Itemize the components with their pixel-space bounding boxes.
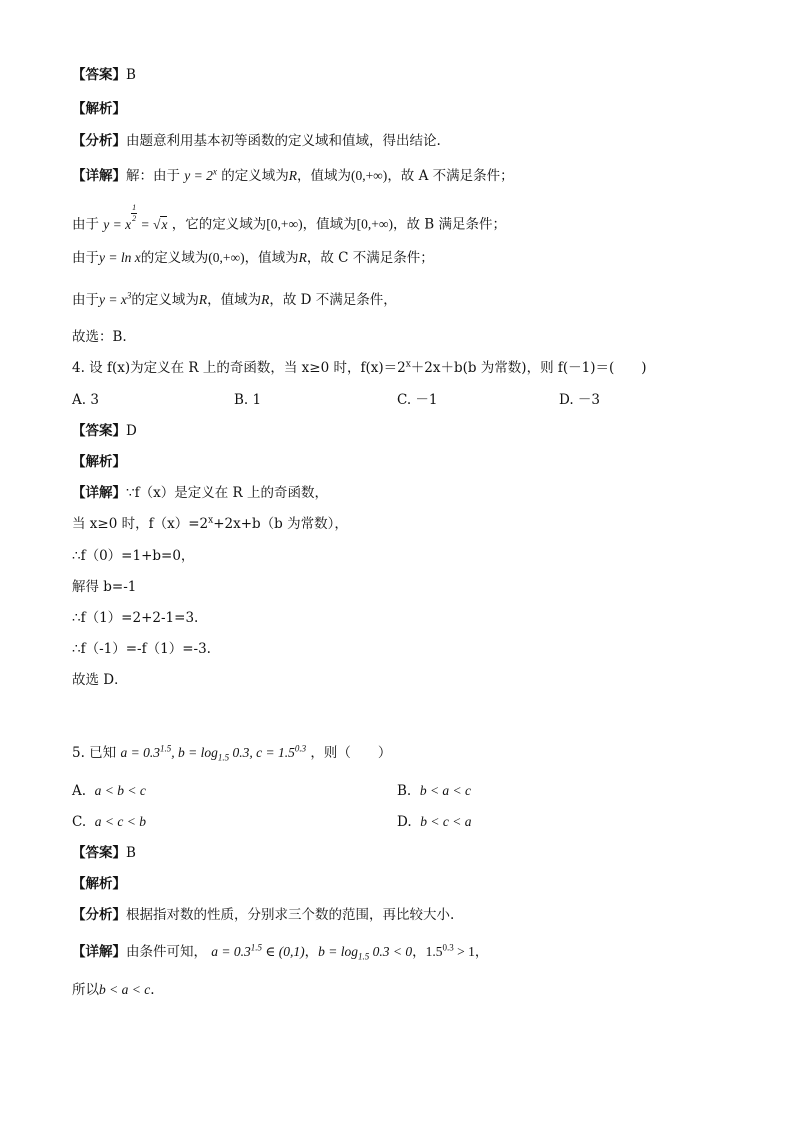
- q4-analysis-tag: 【解析】: [72, 454, 126, 470]
- math-expr: a < c < b: [94, 814, 146, 829]
- text: 的定义域为: [221, 168, 289, 184]
- option-label: C.: [72, 814, 87, 830]
- detail-tag: 【详解】: [72, 168, 126, 184]
- text: 由于: [72, 250, 99, 266]
- text: 的定义域为: [131, 292, 199, 308]
- math-expr: b < c < a: [420, 814, 472, 829]
- q5-fenxi-line: [72, 905, 454, 925]
- q4-option-c: C. －1: [397, 392, 438, 408]
- math-expr: (0,+∞): [208, 250, 245, 265]
- text: ，故 B 满足条件；: [392, 216, 506, 233]
- text: 由于: [72, 216, 99, 233]
- answer-value: D: [126, 423, 137, 439]
- math-expr: $b = \log_{1.5} 0.3 < 0$: [318, 944, 413, 962]
- math-expr: $a = 0.3^{1.5}$, $b = \log_{1.5} 0.3$, $c = 1.5^{0.3}$: [120, 743, 307, 763]
- q3-detail-line-4: [72, 290, 397, 310]
- math-expr: $a = 0.3^{1.5}$ ∈ (0,1): [211, 942, 305, 959]
- math-expr: b < a < c: [99, 982, 151, 997]
- exponent: x: [405, 359, 411, 370]
- math-expr: [0,+∞): [266, 216, 303, 232]
- q3-choose: 故选：B.: [72, 329, 127, 345]
- text: ，故 C 不满足条件；: [306, 250, 434, 266]
- fenxi-text: 由题意利用基本初等函数的定义域和值域，得出结论.: [126, 133, 441, 149]
- q4-detail-6: ∴f（-1）=-f（1）=-3.: [72, 641, 211, 657]
- text: ，值域为: [302, 216, 357, 233]
- q4-detail-4: 解得 b=-1: [72, 579, 137, 595]
- math-expr: $y = 2^x$: [184, 166, 217, 183]
- detail-tag: 【详解】: [72, 485, 126, 501]
- text: ，则（ ）: [310, 745, 392, 761]
- text: ，: [412, 944, 426, 960]
- q3-detail-line-3: [72, 248, 434, 268]
- q5-option-b: [397, 781, 471, 801]
- exponent: x: [208, 515, 214, 526]
- q4-option-d: D. －3: [559, 392, 601, 408]
- q4-detail-1: [72, 483, 328, 503]
- text: 解：由于: [126, 168, 180, 184]
- q5-option-d: [397, 812, 471, 832]
- math-expr: a < b < c: [94, 783, 146, 798]
- math-expr: $1.5^{0.3} > 1$: [425, 942, 475, 959]
- text: ，故 A 不满足条件；: [387, 168, 514, 184]
- q5-detail-line: [72, 942, 488, 962]
- q3-detail-line-2: [72, 203, 506, 235]
- answer-value: B: [126, 845, 136, 861]
- option-label: A.: [72, 783, 87, 799]
- fenxi-tag: 【分析】: [72, 133, 126, 149]
- math-expr: b < a < c: [419, 783, 472, 798]
- q4-detail-3: ∴f（0）=1+b=0，: [72, 548, 195, 564]
- math-expr: R: [198, 292, 208, 307]
- math-expr: y = x $\frac{1}{2}$ = √x: [103, 203, 168, 232]
- math-expr: R: [298, 250, 307, 265]
- answer-tag: 【答案】: [72, 423, 126, 439]
- q4-detail-5: ∴f（1）=2+2-1=3.: [72, 610, 199, 626]
- math-expr: R: [261, 292, 270, 307]
- text: ，值域为: [296, 168, 351, 184]
- q4-answer-line: [72, 421, 137, 441]
- q3-detail-line-1: [72, 166, 514, 186]
- q4-option-a: A. 3: [72, 392, 99, 408]
- q4-stem: [72, 358, 647, 378]
- q3-analysis-tag: 【解析】: [72, 101, 126, 117]
- q5-option-a: [72, 781, 146, 801]
- text: ，: [304, 944, 319, 960]
- text: +2x+b（b 为常数），: [213, 516, 348, 532]
- q3-answer-line: [72, 65, 136, 85]
- text: ，故 D 不满足条件，: [269, 292, 397, 308]
- q5-option-c: [72, 812, 146, 832]
- math-expr: [0,+∞): [356, 216, 393, 232]
- text: ，它的定义域为: [171, 216, 267, 233]
- answer-value: B: [126, 67, 136, 83]
- q5-answer-line: [72, 843, 136, 863]
- text: 5. 已知: [72, 745, 117, 761]
- text: 所以: [72, 982, 99, 998]
- text: ∵f（x）是定义在 R 上的奇函数，: [126, 485, 328, 501]
- text: ，值域为: [207, 292, 262, 308]
- q4-choose: 故选 D．: [72, 672, 128, 688]
- text: 由条件可知，: [126, 944, 207, 960]
- math-expr: (0,+∞): [350, 168, 388, 183]
- text: .: [150, 982, 155, 998]
- text: 4. 设 f(x)为定义在 R 上的奇函数，当 x≥0 时，f(x)＝2: [72, 360, 406, 376]
- math-expr: $y = x^3$: [99, 290, 132, 307]
- text: 由于: [72, 292, 99, 308]
- q4-detail-2: [72, 514, 348, 534]
- text: 当 x≥0 时，f（x）=2: [72, 516, 209, 532]
- text: 的定义域为: [140, 250, 209, 266]
- option-label: D.: [397, 814, 412, 830]
- q5-stem: [72, 743, 391, 763]
- q4-option-b: B. 1: [234, 392, 262, 408]
- option-label: B.: [397, 783, 412, 799]
- q5-conclusion: [72, 980, 155, 1000]
- math-expr: R: [288, 168, 297, 183]
- text: ，: [474, 944, 489, 960]
- answer-tag: 【答案】: [72, 67, 126, 83]
- q3-fenxi-line: [72, 131, 441, 151]
- detail-tag: 【详解】: [72, 944, 126, 960]
- q5-analysis-tag: 【解析】: [72, 876, 126, 892]
- fenxi-tag: 【分析】: [72, 907, 126, 923]
- text: ，值域为: [244, 250, 299, 266]
- math-expr: y = ln x: [99, 250, 141, 265]
- answer-tag: 【答案】: [72, 845, 126, 861]
- fenxi-text: 根据指对数的性质，分别求三个数的范围，再比较大小.: [126, 907, 455, 923]
- text: ＋2x＋b(b 为常数)，则 f(－1)＝( ): [410, 360, 647, 376]
